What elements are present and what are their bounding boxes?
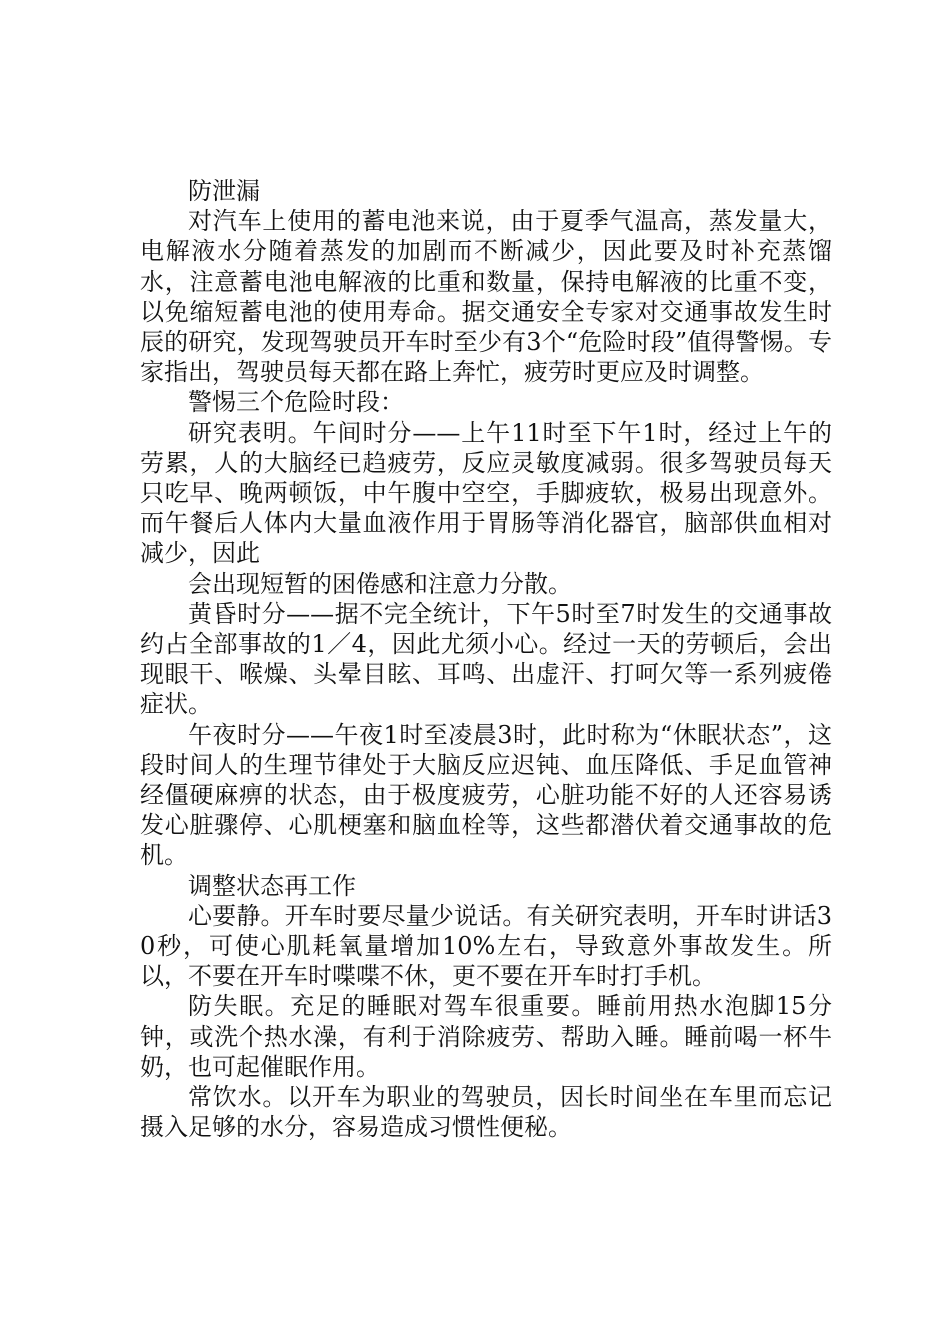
paragraph-noon-continued: 会出现短暂的困倦感和注意力分散。 xyxy=(188,569,572,598)
section-heading-adjust-state: 调整状态再工作 xyxy=(188,871,356,900)
document-body xyxy=(140,176,832,1143)
paragraph-drink-water: 常饮水。以开车为职业的驾驶员，因长时间坐在车里而忘记摄入足够的水分，容易造成习惯性便秘。 xyxy=(140,1083,832,1142)
section-heading-leak-prevention: 防泄漏 xyxy=(188,177,260,205)
paragraph-stay-calm: 心要静。开车时要尽量少说话。有关研究表明，开车时讲话30秒，可使心肌耗氧量增加10%左右，导致意外事故发生。所以，不要在开车时喋喋不休，更不要在开车时打手机。 xyxy=(140,901,832,991)
paragraph-dusk-period: 黄昏时分——据不完全统计，下午5时至7时发生的交通事故约占全部事故的1／4，因此尤须小心。经过一天的劳顿后，会出现眼干、喉燥、头晕目眩、耳鸣、出虚汗、打呵欠等一系列疲倦症状。 xyxy=(140,599,832,719)
paragraph-midnight-period: 午夜时分——午夜1时至凌晨3时，此时称为“休眠状态”，这段时间人的生理节律处于大脑反应迟钝、血压降低、手足血管神经僵硬麻痹的状态，由于极度疲劳，心脏功能不好的人还容易诱发心脏骤停、心肌梗塞和脑血栓等，这些都潜伏着交通事故的危机。 xyxy=(140,720,832,870)
section-heading-danger-periods: 警惕三个危险时段： xyxy=(188,388,404,417)
paragraph-prevent-insomnia: 防失眠。充足的睡眠对驾车很重要。睡前用热水泡脚15分钟，或洗个热水澡，有利于消除疲劳、帮助入睡。睡前喝一杯牛奶，也可起催眠作用。 xyxy=(140,992,832,1081)
paragraph-noon-period: 研究表明。午间时分——上午11时至下午1时，经过上午的劳累，人的大脑经已趋疲劳，反应灵敏度减弱。很多驾驶员每天只吃早、晚两顿饭，中午腹中空空，手脚疲软，极易出现意外。而午餐后人体内大量血液作用于胃肠等消化器官，脑部供血相对减少，因此 xyxy=(140,418,832,568)
paragraph-battery: 对汽车上使用的蓄电池来说，由于夏季气温高，蒸发量大，电解液水分随着蒸发的加剧而不断减少，因此要及时补充蒸馏水，注意蓄电池电解液的比重和数量，保持电解液的比重不变，以免缩短蓄电池的使用寿命。据交通安全专家对交通事故发生时辰的研究，发现驾驶员开车时至少有3个“危险时段”值得警惕。专家指出，驾驶员每天都在路上奔忙，疲劳时更应及时调整。 xyxy=(140,207,832,387)
